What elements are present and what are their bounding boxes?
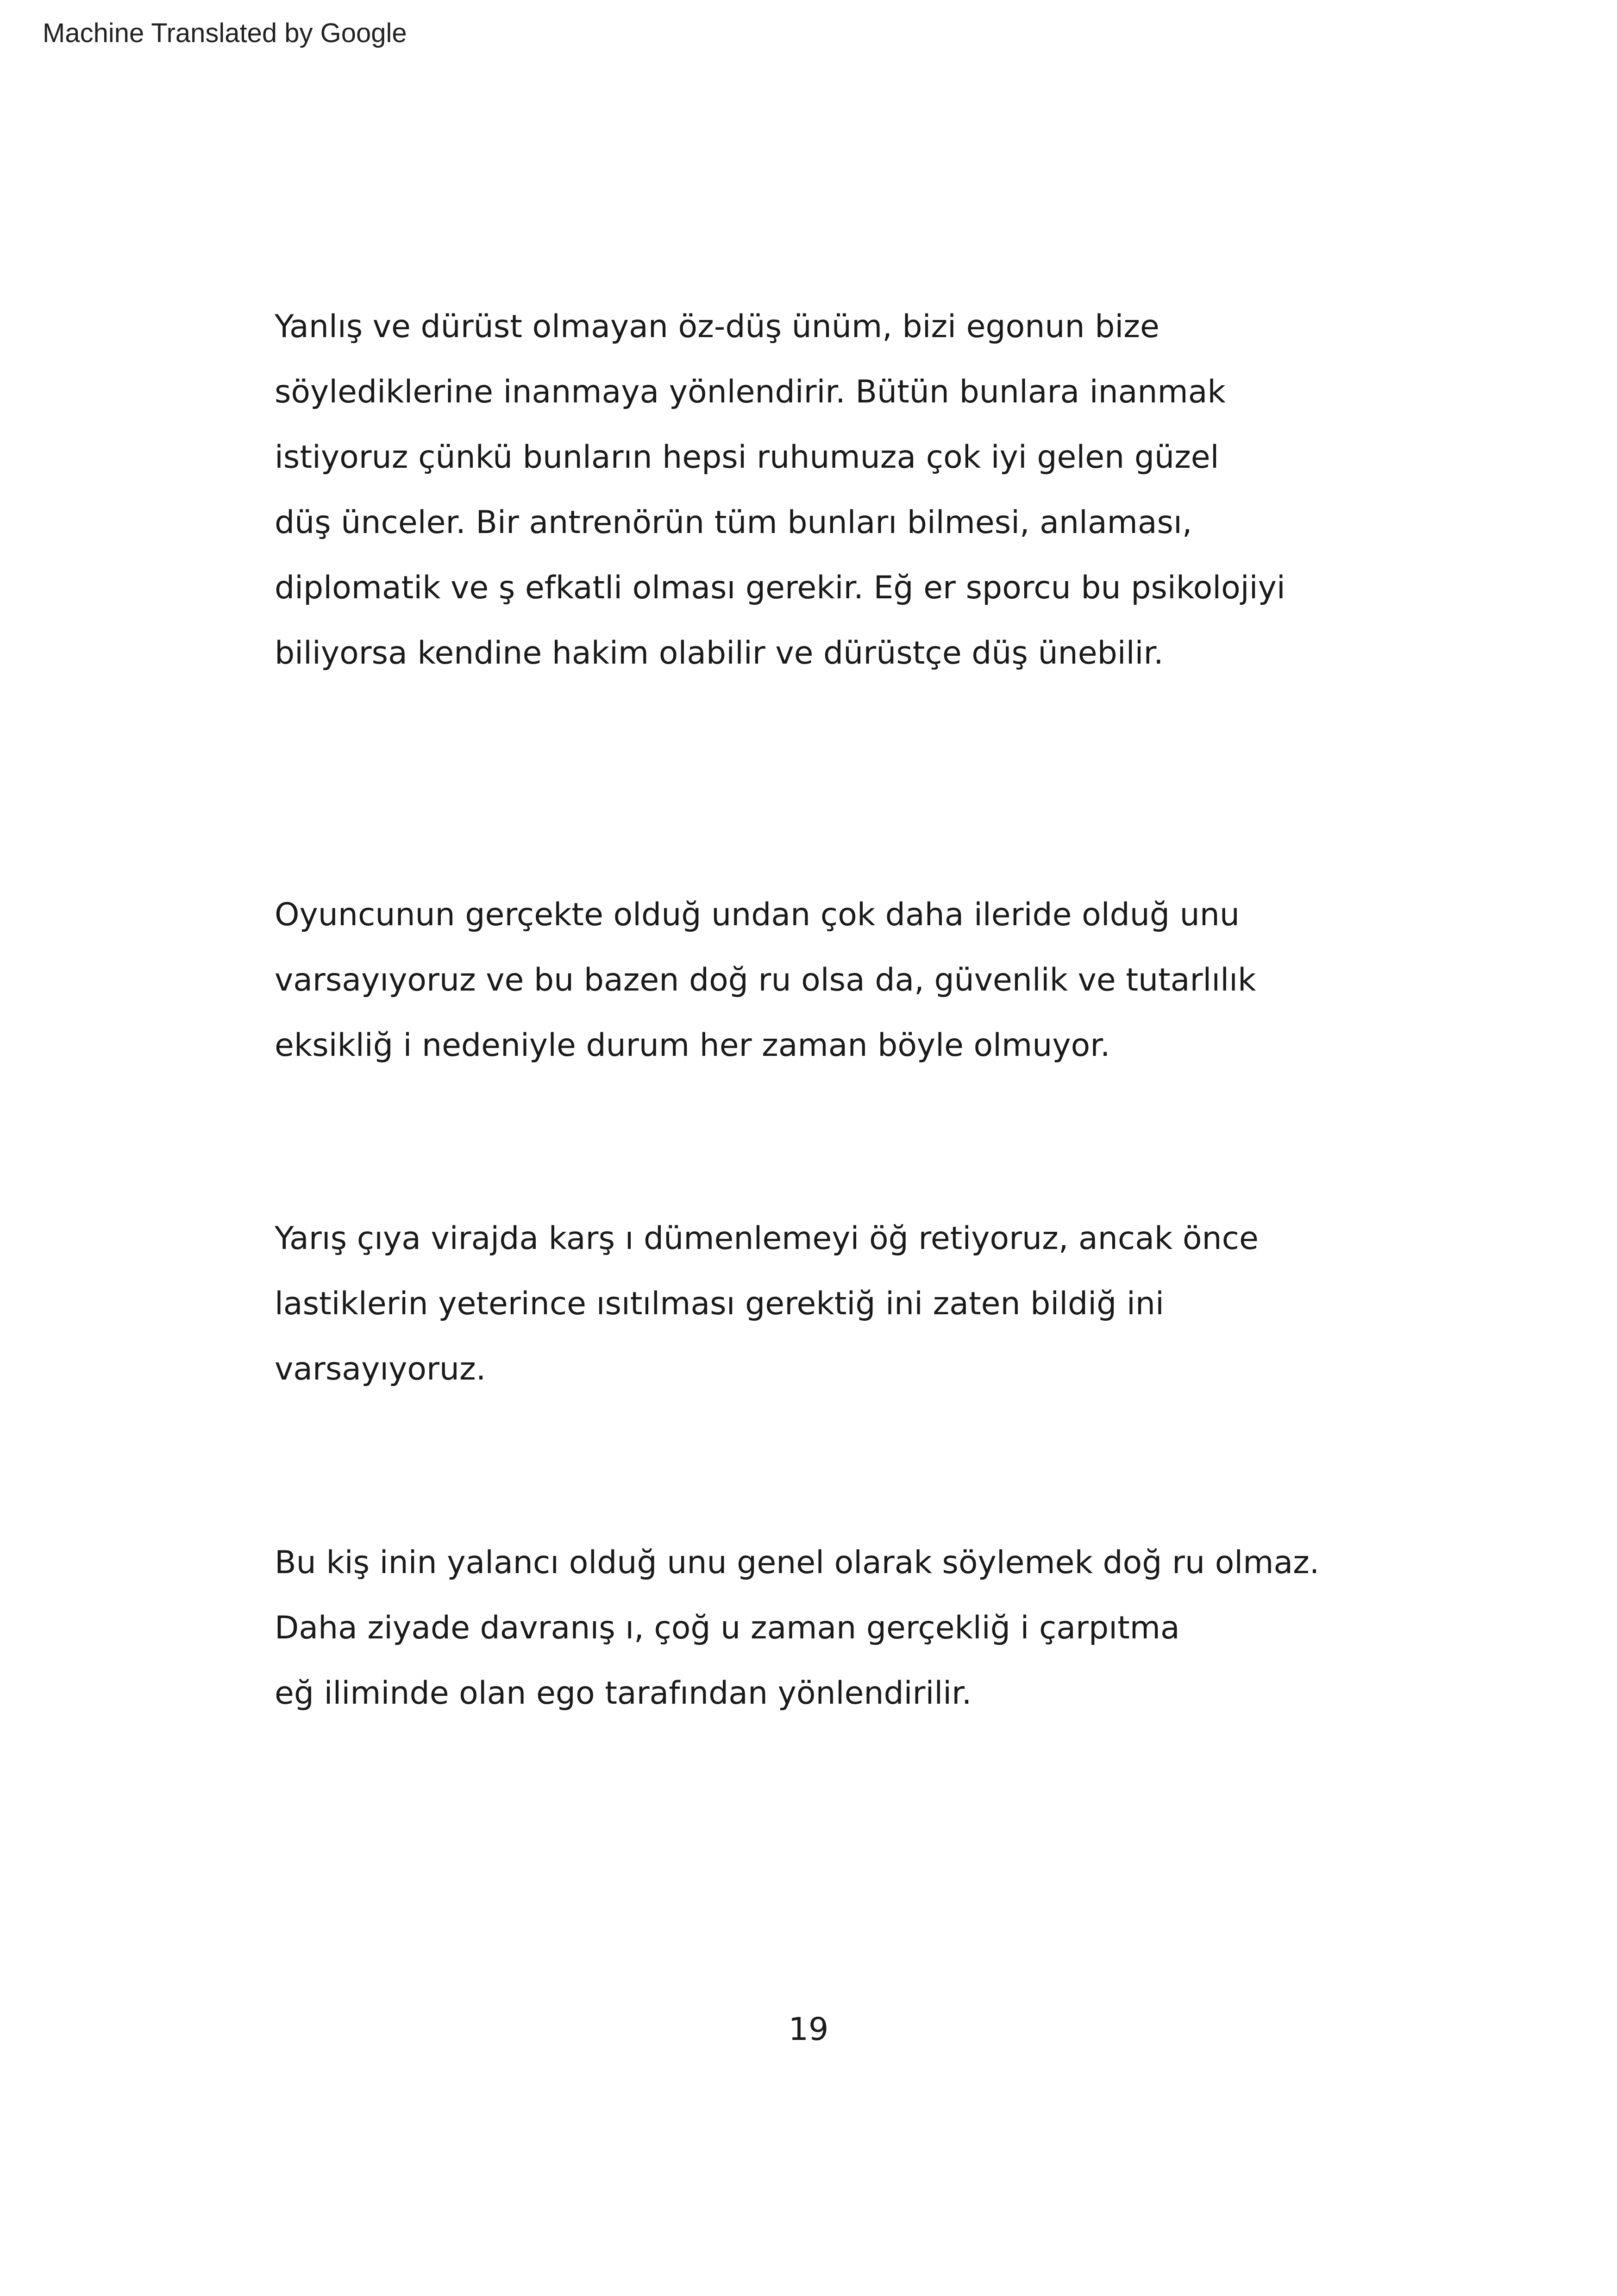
paragraph-line: lastiklerin yeterince ısıtılması gerektiğ ini zaten bildiğ ini bbox=[275, 1286, 1164, 1322]
machine-translation-watermark: Machine Translated by Google bbox=[43, 18, 407, 48]
paragraph-4 bbox=[275, 1530, 1479, 1726]
paragraph-line: istiyoruz çünkü bunların hepsi ruhumuza çok iyi gelen güzel bbox=[275, 439, 1219, 476]
paragraph-line: biliyorsa kendine hakim olabilir ve dürüstçe düş ünebilir. bbox=[275, 635, 1164, 671]
paragraph-line: varsayıyoruz ve bu bazen doğ ru olsa da, güvenlik ve tutarlılık bbox=[275, 962, 1256, 998]
paragraph-line: eksikliğ i nedeniyle durum her zaman böyle olmuyor. bbox=[275, 1027, 1110, 1064]
paragraph-3 bbox=[275, 1206, 1479, 1402]
paragraph-line: Daha ziyade davranış ı, çoğ u zaman gerçekliğ i çarpıtma bbox=[275, 1610, 1180, 1646]
paragraph-line: düş ünceler. Bir antrenörün tüm bunları bilmesi, anlaması, bbox=[275, 504, 1192, 541]
paragraph-line: Bu kiş inin yalancı olduğ unu genel olarak söylemek doğ ru olmaz. bbox=[275, 1544, 1320, 1581]
paragraph-2 bbox=[275, 882, 1479, 1078]
paragraph-line: Yanlış ve dürüst olmayan öz-düş ünüm, bizi egonun bize bbox=[275, 308, 1159, 345]
page-number: 19 bbox=[788, 2011, 829, 2048]
paragraph-line: diplomatik ve ş efkatli olması gerekir. Eğ er sporcu bu psikolojiyi bbox=[275, 570, 1285, 606]
paragraph-line: eğ iliminde olan ego tarafından yönlendirilir. bbox=[275, 1675, 972, 1712]
paragraph-line: Oyuncunun gerçekte olduğ undan çok daha ileride olduğ unu bbox=[275, 897, 1240, 933]
paragraph-1 bbox=[275, 294, 1479, 686]
paragraph-line: Yarış çıya virajda karş ı dümenlemeyi öğ retiyoruz, ancak önce bbox=[275, 1220, 1259, 1257]
paragraph-line: varsayıyoruz. bbox=[275, 1351, 486, 1387]
paragraph-line: söylediklerine inanmaya yönlendirir. Bütün bunlara inanmak bbox=[275, 374, 1226, 410]
